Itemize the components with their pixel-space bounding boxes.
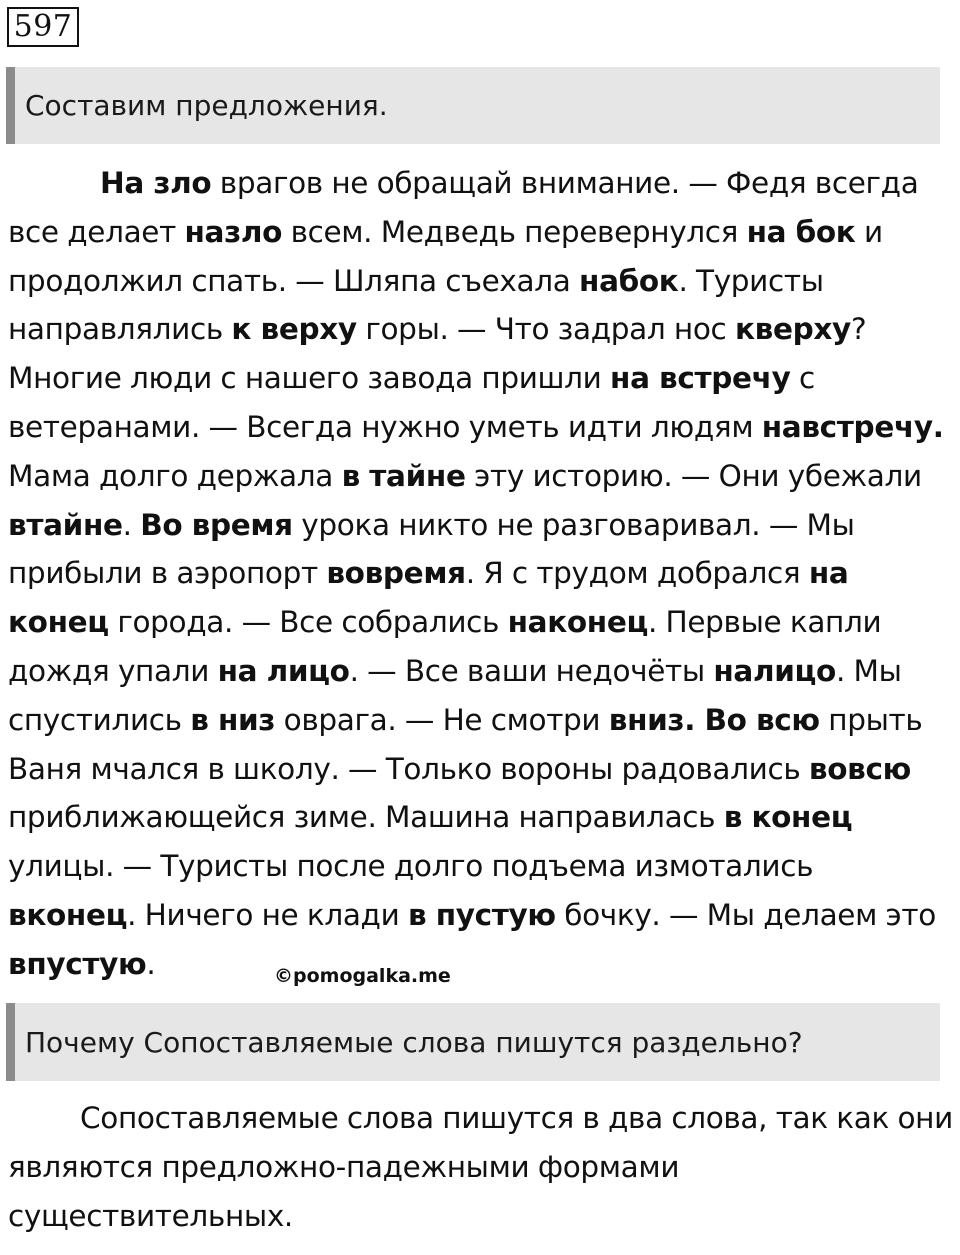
bold-word: конец [8,605,109,640]
text-run: бочку. — Мы делаем это [555,897,936,932]
bold-word: в низ [190,702,276,737]
bold-word: в конец [723,800,853,835]
text-run: оврага. — Не смотри [275,702,609,737]
text-line [8,745,958,794]
text-run: с [790,361,815,396]
text-run: урока никто не разговаривал. — Мы [292,507,855,542]
text-line [8,159,958,208]
text-line [8,891,958,940]
bold-word: вовремя [326,556,466,591]
text-run: горы. — Что задрал нос [356,312,735,347]
text-run: . [122,507,141,542]
text-run: и [855,214,883,249]
text-run: дождя упали [8,653,218,688]
bold-word: вконец [8,897,128,932]
text-line [8,549,958,598]
text-line [8,598,958,647]
text-run: эту историю. — Они убежали [465,458,922,493]
text-run: врагов не обращай внимание. — Федя всегда [211,166,919,200]
text-run: ? [850,312,867,347]
text-run: . Ничего не клади [127,897,408,932]
section-header-question [6,1003,940,1081]
text-line [8,647,958,696]
text-run: приближающейся зиме. Машина направилась [8,800,724,835]
text-run: прыть [819,702,923,737]
bold-word: к верху [231,312,357,347]
text-line [8,305,958,354]
text-line [8,257,958,306]
text-run: . — Все ваши недочёты [349,653,714,688]
bold-word: впустую [8,946,147,981]
text-line [8,403,958,452]
bold-word: на [808,556,849,591]
explanation-paragraph [8,1094,958,1240]
text-run: . [146,946,156,981]
text-run: спустились [8,702,191,737]
bold-word: назло [184,214,283,249]
bold-word: кверху [734,312,851,347]
bold-word: налицо [713,653,836,688]
text-run: города. — Все собрались [108,605,508,640]
text-run: улицы. — Туристы после долго подъема измотались [8,849,814,884]
text-run: продолжил спать. — Шляпа съехала [8,263,580,298]
text-run: . Я с трудом добрался [465,556,809,591]
task-number: 597 [7,7,79,47]
text-run: . Первые капли [648,605,882,640]
text-run: ветеранами. — Всегда нужно уметь идти людям [8,409,762,444]
bold-word: вниз. Во всю [608,702,820,737]
bold-word: набок [579,263,679,298]
section-header-compose [6,67,940,144]
text-line [8,842,958,891]
section-title: Почему Сопоставляемые слова пишутся раздельно? [25,1025,803,1059]
text-line [8,793,958,842]
text-run: . Туристы [678,263,824,298]
bold-word: на встречу [610,361,791,396]
text-line [8,354,958,403]
text-run: Мама долго держала [8,458,342,493]
text-run: . Мы [835,653,902,688]
text-line [8,1143,958,1192]
text-run: Многие люди с нашего завода пришли [8,361,611,396]
text-line [8,208,958,257]
answer-paragraph [8,159,958,989]
bold-word: на бок [746,214,856,249]
text-line [8,501,958,550]
bold-word: Во время [140,507,293,542]
text-run: прибыли в аэропорт [8,556,327,591]
bold-word: втайне [8,507,123,542]
text-run: все делает [8,214,185,249]
section-title: Составим предложения. [25,89,388,122]
bold-word: На зло [100,166,212,200]
bold-word: вовсю [808,751,911,786]
text-line [8,452,958,501]
watermark: ©pomogalka.me [274,965,451,987]
text-line [8,1094,958,1143]
bold-word: в тайне [341,458,466,493]
text-line [8,1192,958,1241]
text-run: всем. Медведь перевернулся [282,214,747,249]
bold-word: в пустую [407,897,556,932]
text-line [8,940,958,989]
text-run: Ваня мчался в школу. — Только вороны радовались [8,751,809,786]
bold-word: наконец [507,605,648,640]
bold-word: на лицо [217,653,350,688]
text-run: направлялись [8,312,232,347]
text-run: Сопоставляемые слова пишутся в два слова, так как они [80,1101,953,1135]
text-line [8,696,958,745]
text-run: существительных. [8,1198,293,1233]
bold-word: навстречу. [761,409,944,444]
text-run: являются предложно-падежными формами [8,1149,680,1184]
